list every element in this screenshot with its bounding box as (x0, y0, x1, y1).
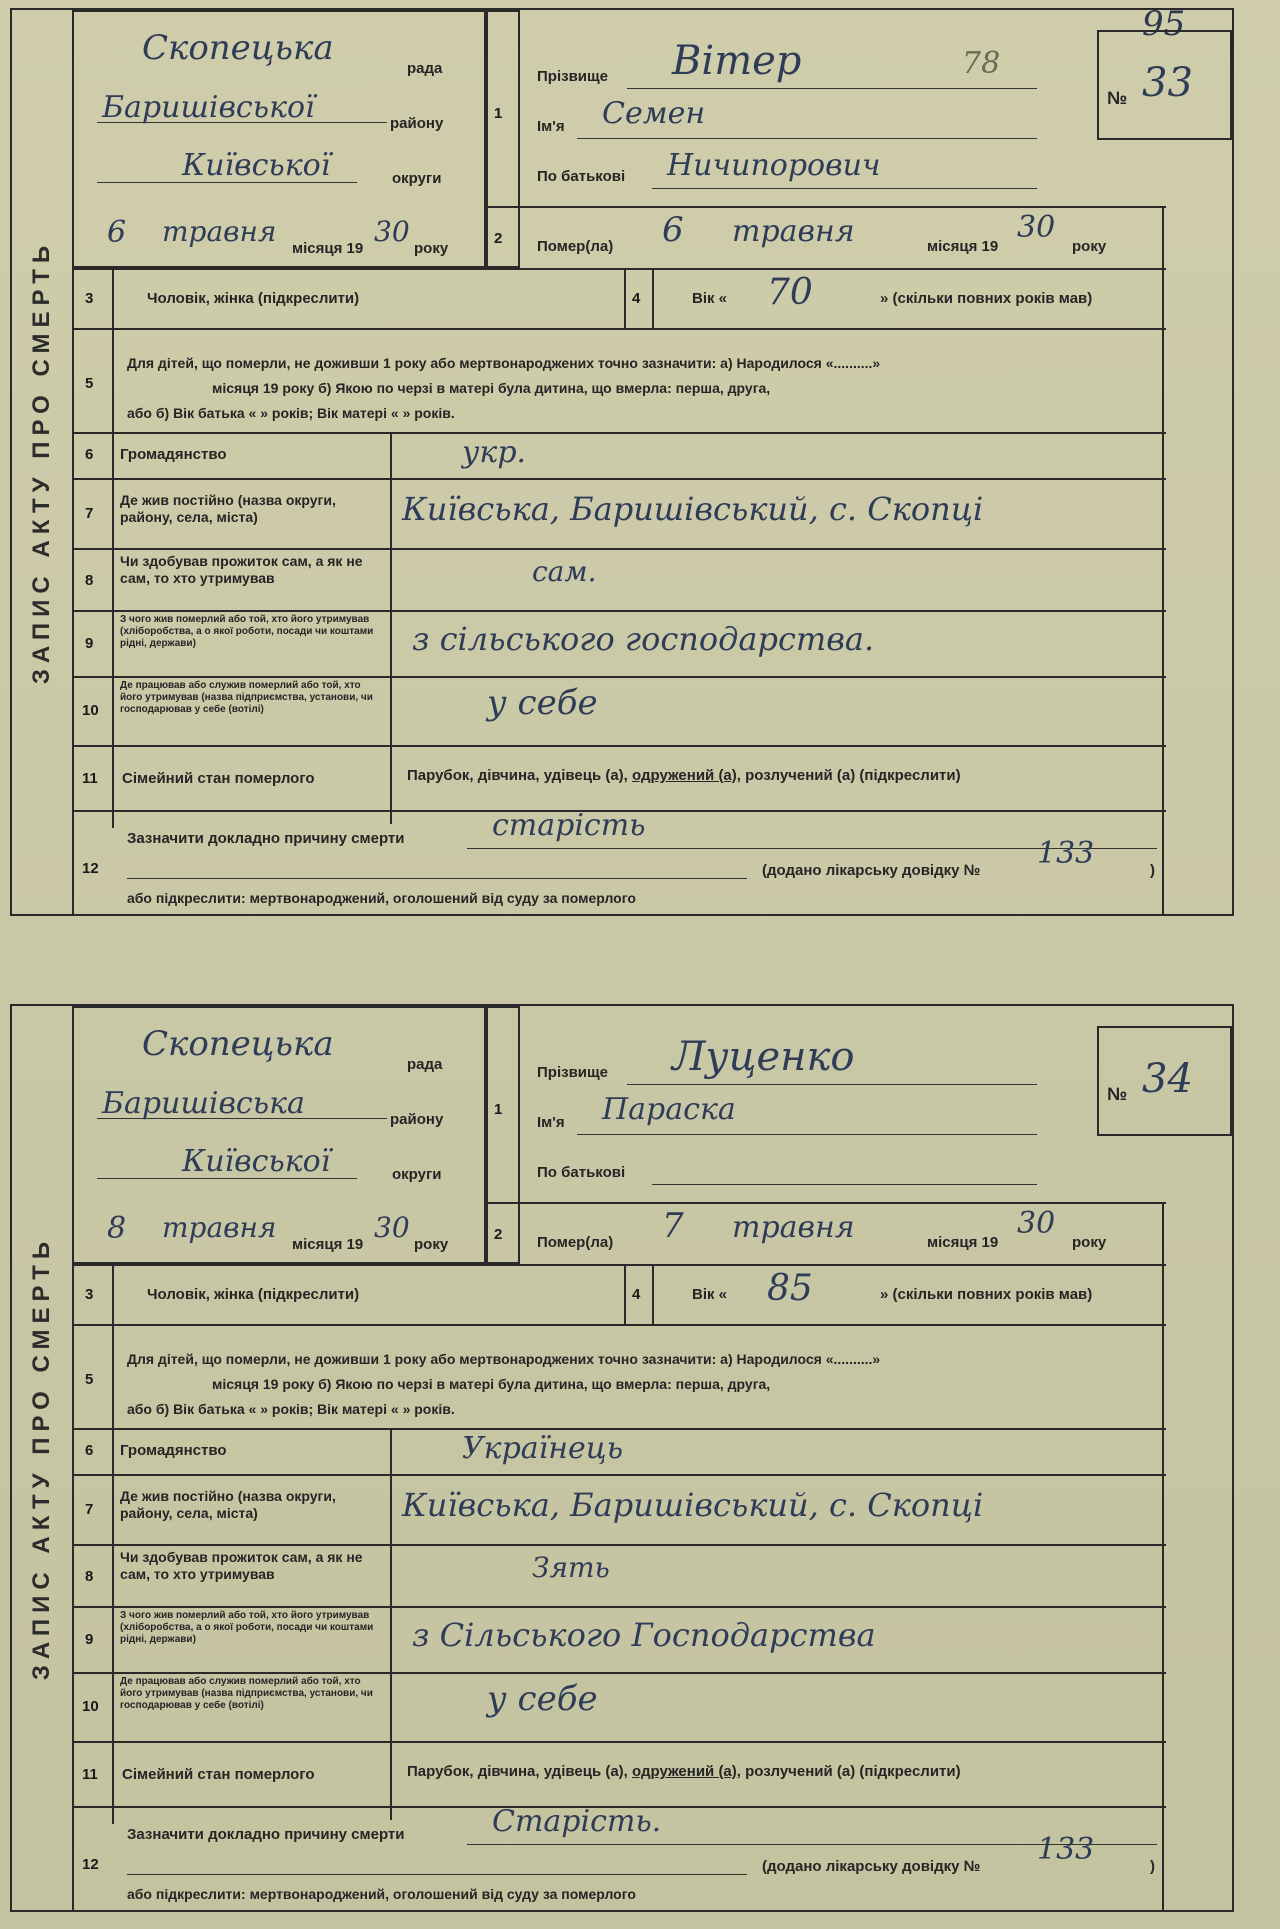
name-handwritten: Параска (602, 1092, 736, 1127)
district-label: району (390, 115, 444, 132)
age-label: Вік « (692, 290, 728, 307)
income-source-label: З чого жив померлий або той, хто його утримував (хліборобства, а о якої роботи, посади чи коштами рідні, держави) (120, 614, 374, 649)
livelihood-handwritten: сам. (532, 555, 597, 588)
okruha-label: округи (392, 170, 442, 187)
reg-year-label: року (414, 240, 449, 257)
council-handwritten: Скопецька (142, 1024, 334, 1064)
residence-label: Де жив постійно (назва округи, району, села, міста) (120, 1488, 336, 1521)
surname-label: Прізвище (537, 1064, 609, 1081)
residence-handwritten: Київська, Баришівський, с. Скопці (402, 490, 984, 528)
patronymic-handwritten: Ничипорович (667, 148, 881, 183)
died-day-handwritten: 6 (662, 210, 684, 250)
patronymic-label: По батькові (537, 1164, 626, 1181)
workplace-label: Де працював або служив померлий або той, хто його утримував (назва підприємства, установи, чи господарював у себе (вотілі) (120, 680, 373, 715)
surname-note: 78 (962, 46, 1001, 81)
income-source-handwritten: з сільського господарства. (412, 620, 875, 658)
children-line-3: або б) Вік батька « » років; Вік матері « » років. (127, 1401, 455, 1417)
age-label: Вік « (692, 1286, 728, 1303)
okruha-handwritten: Київської (182, 148, 331, 183)
marital-status-options: Парубок, дівчина, удівець (а), одружений (а), розлучений (а) (підкреслити) (407, 767, 961, 784)
certificate-handwritten: 133 (1037, 1832, 1095, 1867)
children-line-3: або б) Вік батька « » років; Вік матері « » років. (127, 405, 455, 421)
council-handwritten: Скопецька (142, 28, 334, 68)
council-label: рада (407, 1056, 443, 1073)
died-label: Помер(ла) (537, 238, 614, 255)
sex-field: Чоловік, жінка (підкреслити) (147, 1286, 360, 1303)
died-year-label: року (1072, 238, 1107, 255)
died-month-label: місяця 19 (927, 238, 999, 255)
died-day-handwritten: 7 (662, 1206, 684, 1246)
residence-label: Де жив постійно (назва округи, району, села, міста) (120, 492, 336, 525)
district-label: району (390, 1111, 444, 1128)
age-handwritten: 70 (767, 272, 813, 313)
marital-status-options: Парубок, дівчина, удівець (а), одружений (а), розлучений (а) (підкреслити) (407, 1763, 961, 1780)
workplace-handwritten: у себе (487, 1679, 598, 1719)
reg-day-handwritten: 8 (107, 1211, 127, 1246)
reg-month-handwritten: травня (162, 1211, 277, 1244)
citizenship-handwritten: Українець (462, 1431, 624, 1466)
livelihood-label: Чи здобував прожиток сам, а як не сам, то хто утримував (120, 553, 363, 586)
died-year-label: року (1072, 1234, 1107, 1251)
record-side-title: ЗАПИС АКТУ ПРО СМЕРТЬ (12, 10, 74, 914)
reg-month-label: місяця 19 (292, 1236, 364, 1253)
age-handwritten: 85 (767, 1268, 813, 1309)
died-year-handwritten: 30 (1017, 210, 1056, 245)
record-number: 33 (1142, 60, 1193, 106)
certificate-label: (додано лікарську довідку № (762, 862, 981, 879)
died-month-handwritten: травня (732, 1210, 855, 1245)
died-month-handwritten: травня (732, 214, 855, 249)
record-side-title: ЗАПИС АКТУ ПРО СМЕРТЬ (12, 1006, 74, 1910)
district-handwritten: Баришівської (102, 90, 315, 125)
children-line-1: Для дітей, що померли, не доживши 1 року або мертвонароджених точно зазначити: а) Народилося «..........» (127, 1351, 881, 1367)
sex-field: Чоловік, жінка (підкреслити) (147, 290, 360, 307)
death-record: ЗАПИС АКТУ ПРО СМЕРТЬ Скопецька рада Баришівська району Київської округи 8 травня місяця 19 30 року 1 2 Прізвище Луценко Ім'я Параска По батькові № 34 Помер(ла) 7 травня місяця 19 30 року 3 Чоловік, жінка (підкреслити) 4 Вік « 85 » (скільки повних років мав) 5 Для дітей, що померли, не доживши 1 року або мертвонароджених точно зазначити: а) Народилося «..........» місяця 19 року б) Якою по черзі в матері була дитина, що вмерла: перша, друга, або б) Вік батька « » років; Вік матері « » років. 6 Громадянство Українець 7 Де жив постійно (назва округи, району, села, міста) Київська, Баришівський, с. Скопці 8 Чи здобував прожиток сам, а як не сам, то хто утримував Зять 9 З чого жив померлий або той, хто його утримував (хліборобства, а о якої роботи, посади чи коштами рідні, держави) з Сільського Господарства 10 Де працював або служив померлий або той, хто його утримував (назва підприємства, установи, чи господарював у себе (вотілі) у себе 11 Сімейний стан померлого Парубок, дівчина, удівець (а), одружений (а), розлучений (а) (підкреслити) 12 Зазначити докладно причину смерти Старість. (додано лікарську довідку № 133 ) або підкреслити: мертвонароджений, оголошений від суду за померлого (10, 1004, 1234, 1912)
workplace-label: Де працював або служив померлий або той, хто його утримував (назва підприємства, установи, чи господарював у себе (вотілі) (120, 1676, 373, 1711)
citizenship-label: Громадянство (120, 446, 227, 463)
certificate-handwritten: 133 (1037, 836, 1095, 871)
district-handwritten: Баришівська (102, 1086, 305, 1121)
workplace-handwritten: у себе (487, 683, 598, 723)
number-label: № (1107, 1084, 1128, 1104)
reg-month-label: місяця 19 (292, 240, 364, 257)
name-label: Ім'я (537, 118, 565, 135)
death-record: ЗАПИС АКТУ ПРО СМЕРТЬ Скопецька рада Баришівської району Київської округи 6 травня місяця 19 30 року 1 2 Прізвище Вітер 78 Ім'я Семен По батькові Ничипорович № 33 Помер(ла) 6 травня місяця 19 30 року 3 Чоловік, жінка (підкреслити) 4 Вік « 70 » (скільки повних років мав) 5 Для дітей, що померли, не доживши 1 року або мертвонароджених точно зазначити: а) Народилося «..........» місяця 19 року б) Якою по черзі в матері була дитина, що вмерла: перша, друга, або б) Вік батька « » років; Вік матері « » років. 6 Громадянство укр. 7 Де жив постійно (назва округи, району, села, міста) Київська, Баришівський, с. Скопці 8 Чи здобував прожиток сам, а як не сам, то хто утримував сам. 9 З чого жив померлий або той, хто його утримував (хліборобства, а о якої роботи, посади чи коштами рідні, держави) з сільського господарства. 10 Де працював або служив померлий або той, хто його утримував (назва підприємства, установи, чи господарював у себе (вотілі) у себе 11 Сімейний стан померлого Парубок, дівчина, удівець (а), одружений (а), розлучений (а) (підкреслити) 12 Зазначити докладно причину смерти старість (додано лікарську довідку № 133 ) або підкреслити: мертвонароджений, оголошений від суду за померлого (10, 8, 1234, 916)
income-source-handwritten: з Сільського Господарства (412, 1616, 876, 1654)
surname-label: Прізвище (537, 68, 609, 85)
cause-handwritten: старість (492, 808, 646, 843)
children-line-2: місяця 19 року б) Якою по черзі в матері була дитина, що вмерла: перша, друга, (212, 380, 771, 396)
marital-status-label: Сімейний стан померлого (122, 1766, 315, 1783)
citizenship-label: Громадянство (120, 1442, 227, 1459)
citizenship-handwritten: укр. (462, 435, 527, 470)
name-handwritten: Семен (602, 96, 706, 131)
surname-handwritten: Вітер (672, 38, 802, 84)
age-suffix: » (скільки повних років мав) (880, 1286, 1093, 1303)
children-line-1: Для дітей, що померли, не доживши 1 року або мертвонароджених точно зазначити: а) Народилося «..........» (127, 355, 881, 371)
reg-year-handwritten: 30 (374, 1211, 410, 1244)
cause-label: Зазначити докладно причину смерти (127, 830, 405, 847)
name-label: Ім'я (537, 1114, 565, 1131)
okruha-handwritten: Київської (182, 1144, 331, 1179)
patronymic-label: По батькові (537, 168, 626, 185)
age-suffix: » (скільки повних років мав) (880, 290, 1093, 307)
marital-status-label: Сімейний стан померлого (122, 770, 315, 787)
died-label: Помер(ла) (537, 1234, 614, 1251)
reg-day-handwritten: 6 (107, 215, 127, 250)
okruha-label: округи (392, 1166, 442, 1183)
reg-year-handwritten: 30 (374, 215, 410, 248)
record-number: 34 (1142, 1056, 1193, 1102)
reg-month-handwritten: травня (162, 215, 277, 248)
number-label: № (1107, 88, 1128, 108)
income-source-label: З чого жив померлий або той, хто його утримував (хліборобства, а о якої роботи, посади чи коштами рідні, держави) (120, 1610, 374, 1645)
certificate-label: (додано лікарську довідку № (762, 1858, 981, 1875)
reg-year-label: року (414, 1236, 449, 1253)
cause-label: Зазначити докладно причину смерти (127, 1826, 405, 1843)
livelihood-label: Чи здобував прожиток сам, а як не сам, то хто утримував (120, 1549, 363, 1582)
residence-handwritten: Київська, Баришівський, с. Скопці (402, 1486, 984, 1524)
children-line-2: місяця 19 року б) Якою по черзі в матері була дитина, що вмерла: перша, друга, (212, 1376, 771, 1392)
died-year-handwritten: 30 (1017, 1206, 1056, 1241)
stillborn-note: або підкреслити: мертвонароджений, оголошений від суду за померлого (127, 890, 636, 906)
page-number: 95 (1142, 4, 1186, 44)
council-label: рада (407, 60, 443, 77)
stillborn-note: або підкреслити: мертвонароджений, оголошений від суду за померлого (127, 1886, 636, 1902)
cause-handwritten: Старість. (492, 1804, 662, 1839)
died-month-label: місяця 19 (927, 1234, 999, 1251)
surname-handwritten: Луценко (672, 1034, 855, 1080)
livelihood-handwritten: Зять (532, 1551, 610, 1584)
